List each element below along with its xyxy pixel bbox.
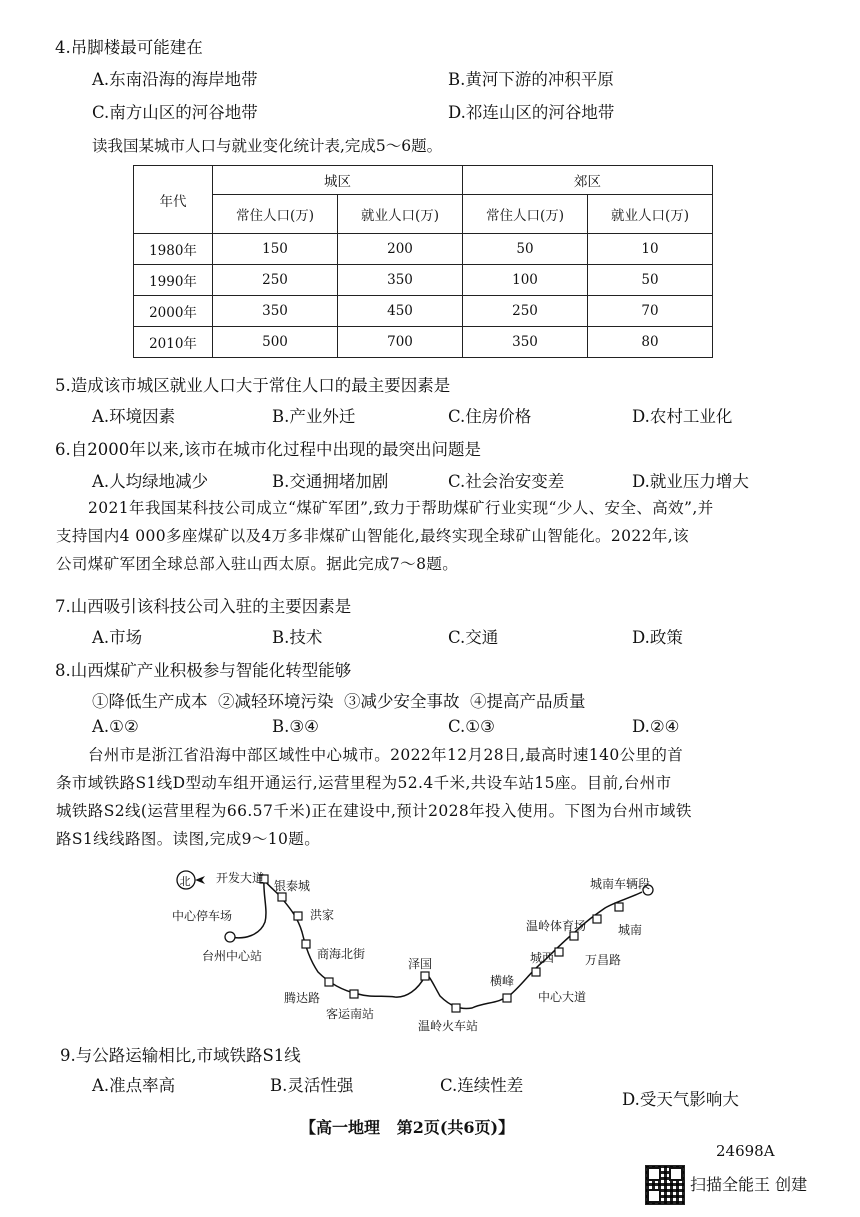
q4-stem: 4.吊脚楼最可能建在 (55, 38, 203, 57)
label-kaifa: 开发大道 (216, 871, 265, 885)
station-tiyu-marker (593, 915, 601, 923)
urban-resident-header: 常住人口(万) (213, 195, 338, 234)
q6-option-d: D.就业压力增大 (632, 472, 749, 491)
year-header: 年代 (134, 166, 213, 234)
cell: 700 (338, 327, 463, 358)
passage-line: 2021年我国某科技公司成立“煤矿军团”,致力于帮助煤矿行业实现“少人、安全、高效”,并 (88, 499, 714, 517)
year-cell: 2000年 (134, 296, 213, 327)
q5-option-d: D.农村工业化 (632, 407, 733, 426)
label-hongjia: 洪家 (310, 908, 335, 922)
passage-line: 路S1线线路图。读图,完成9～10题。 (56, 830, 321, 848)
cell: 350 (338, 265, 463, 296)
scanner-watermark: 扫描全能王 创建 (690, 1175, 808, 1194)
passage-line: 城铁路S2线(运营里程为66.57千米)正在建设中,预计2028年投入使用。下图为台州市域铁 (56, 802, 692, 820)
table-intro: 读我国某城市人口与就业变化统计表,完成5～6题。 (92, 137, 443, 155)
year-cell: 1990年 (134, 265, 213, 296)
station-yintai-marker (278, 893, 286, 901)
station-chengnan-marker (615, 903, 623, 911)
q8-stem: 8.山西煤矿产业积极参与智能化转型能够 (55, 661, 352, 680)
q5-option-a: A.环境因素 (92, 407, 176, 426)
q4-option-a: A.东南沿海的海岸地带 (92, 70, 258, 89)
label-tingche: 中心停车场 (172, 909, 233, 923)
year-cell: 2010年 (134, 327, 213, 358)
label-zeguo: 泽国 (408, 957, 433, 971)
cell: 50 (588, 265, 713, 296)
cell: 80 (588, 327, 713, 358)
passage-line: 台州市是浙江省沿海中部区域性中心城市。2022年12月28日,最高时速140公里的首 (88, 746, 684, 764)
passage-line: 公司煤矿军团全球总部入驻山西太原。据此完成7～8题。 (56, 555, 459, 573)
station-nanhai-marker (302, 940, 310, 948)
cell: 450 (338, 296, 463, 327)
table-row (134, 296, 713, 327)
q9-stem: 9.与公路运输相比,市域铁路S1线 (60, 1046, 301, 1065)
q7-stem: 7.山西吸引该科技公司入驻的主要因素是 (55, 597, 352, 616)
label-yintai: 银泰城 (274, 879, 311, 893)
cell: 50 (463, 234, 588, 265)
q8-option-b: B.③④ (272, 717, 319, 736)
q5-option-c: C.住房价格 (448, 407, 532, 426)
cell: 150 (213, 234, 338, 265)
suburb-header: 郊区 (463, 166, 713, 195)
q7-option-c: C.交通 (448, 628, 499, 647)
table-row (134, 265, 713, 296)
urban-header: 城区 (213, 166, 463, 195)
q9-option-b: B.灵活性强 (270, 1076, 354, 1095)
station-hongjia-marker (294, 912, 302, 920)
station-hengfeng-marker (503, 994, 511, 1002)
s1-line-map (160, 860, 680, 1050)
q6-option-c: C.社会治安变差 (448, 472, 565, 491)
cell: 350 (463, 327, 588, 358)
station-chengxi-marker (555, 948, 563, 956)
cell: 70 (588, 296, 713, 327)
q9-option-d: D.受天气影响大 (622, 1090, 739, 1109)
station-wanchang-marker (570, 932, 578, 940)
q4-option-b: B.黄河下游的冲积平原 (448, 70, 614, 89)
table-row (134, 327, 713, 358)
station-zeguo-marker (421, 972, 429, 980)
suburb-employed-header: 就业人口(万) (588, 195, 713, 234)
label-depot: 城南车辆段 (590, 877, 651, 891)
cell: 350 (213, 296, 338, 327)
q4-option-c: C.南方山区的河谷地带 (92, 103, 258, 122)
year-cell: 1980年 (134, 234, 213, 265)
label-tiyu: 温岭体育场 (526, 919, 587, 933)
q7-option-b: B.技术 (272, 628, 323, 647)
table-row (134, 234, 713, 265)
q8-option-c: C.①③ (448, 717, 495, 736)
passage-taizhou (56, 741, 778, 853)
station-wenling-marker (452, 1004, 460, 1012)
station-keyun-marker (350, 990, 358, 998)
q6-stem: 6.自2000年以来,该市在城市化过程中出现的最突出问题是 (55, 440, 481, 459)
exam-code: 24698A (716, 1142, 775, 1160)
north-label: 北 (179, 875, 191, 888)
cell: 100 (463, 265, 588, 296)
station-tengda-marker (325, 978, 333, 986)
passage-coal (56, 494, 778, 578)
page-footer: 【高一地理 第2页(共6页)】 (300, 1118, 515, 1137)
urban-employed-header: 就业人口(万) (338, 195, 463, 234)
q5-option-b: B.产业外迁 (272, 407, 356, 426)
cell: 250 (463, 296, 588, 327)
qr-code-icon (645, 1165, 685, 1205)
q8-items: ①降低生产成本 ②减轻环境污染 ③减少安全事故 ④提高产品质量 (92, 692, 586, 711)
q7-option-a: A.市场 (92, 628, 143, 647)
cell: 500 (213, 327, 338, 358)
q8-option-d: D.②④ (632, 717, 680, 736)
label-nanhai: 商海北街 (317, 947, 366, 961)
q4-option-d: D.祁连山区的河谷地带 (448, 103, 615, 122)
label-wenling: 温岭火车站 (418, 1019, 479, 1033)
q6-option-b: B.交通拥堵加剧 (272, 472, 389, 491)
suburb-resident-header: 常住人口(万) (463, 195, 588, 234)
label-keyun: 客运南站 (326, 1007, 375, 1021)
cell: 200 (338, 234, 463, 265)
q7-option-d: D.政策 (632, 628, 683, 647)
station-zhongxin-marker (532, 968, 540, 976)
north-arrow-icon (177, 871, 205, 889)
label-chengnan: 城南 (618, 923, 643, 937)
q8-option-a: A.①② (92, 717, 139, 736)
passage-line: 条市域铁路S1线D型动车组开通运行,运营里程为52.4千米,共设车站15座。目前,台州市 (56, 774, 672, 792)
center-station-marker (225, 932, 235, 942)
label-center: 台州中心站 (202, 949, 263, 963)
population-table (133, 165, 713, 358)
passage-line: 支持国内4 000多座煤矿以及4万多非煤矿山智能化,最终实现全球矿山智能化。2022年,该 (56, 527, 690, 545)
label-zhongxin: 中心大道 (538, 990, 587, 1004)
q9-option-a: A.准点率高 (92, 1076, 176, 1095)
q9-option-c: C.连续性差 (440, 1076, 524, 1095)
q6-option-a: A.人均绿地减少 (92, 472, 209, 491)
label-hengfeng: 横峰 (490, 974, 515, 988)
label-chengxi: 城西 (530, 951, 555, 965)
label-wanchang: 万昌路 (585, 953, 622, 967)
label-tengda: 腾达路 (284, 991, 321, 1005)
q5-stem: 5.造成该市城区就业人口大于常住人口的最主要因素是 (55, 376, 451, 395)
cell: 250 (213, 265, 338, 296)
cell: 10 (588, 234, 713, 265)
